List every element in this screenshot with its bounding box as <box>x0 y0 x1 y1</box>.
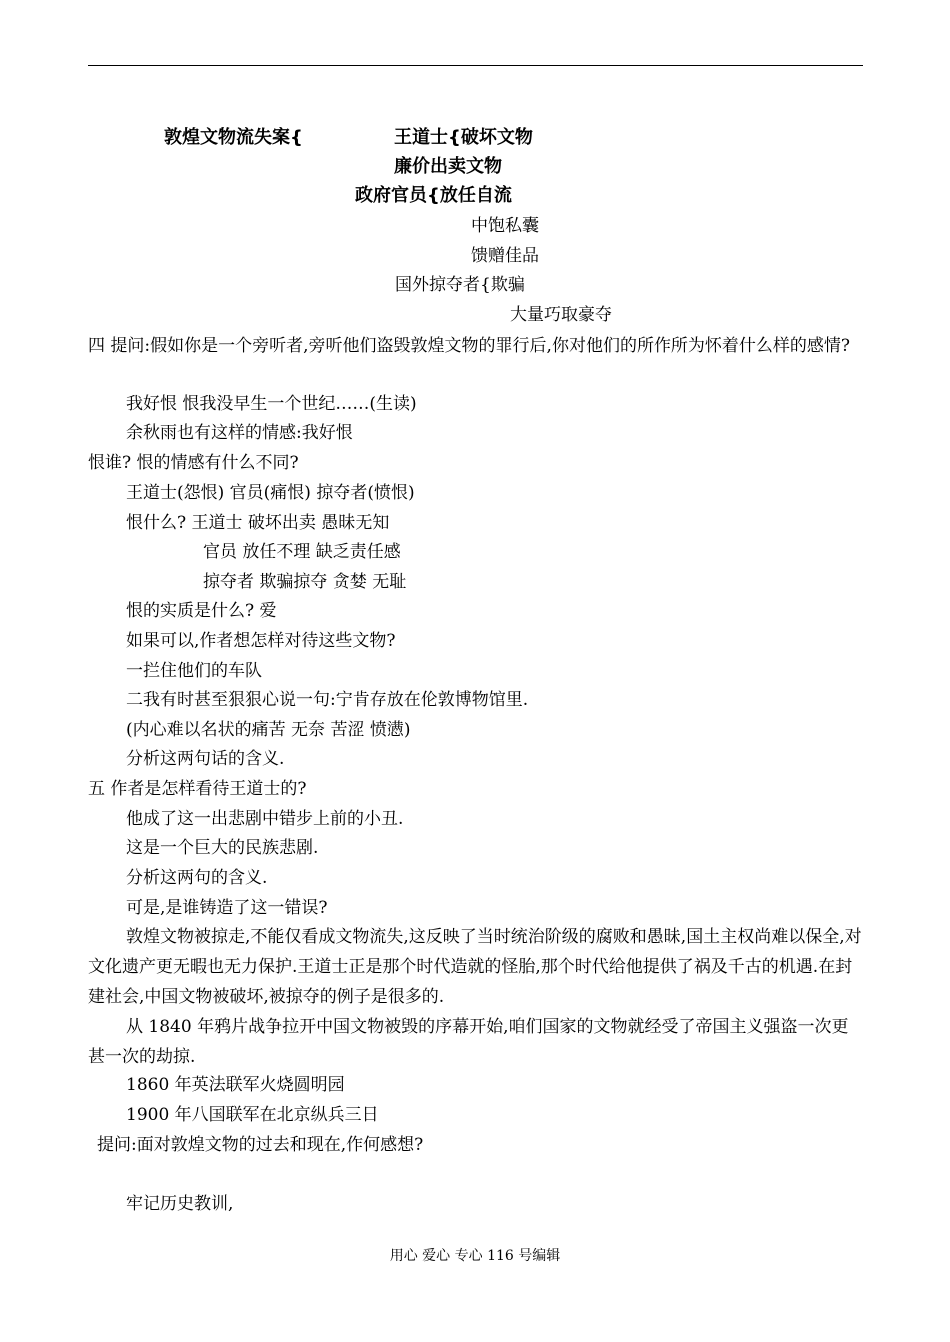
text-line: 掠夺者 欺骗掠夺 贪婪 无耻 <box>203 572 407 592</box>
outline-official-2: 中饱私囊 <box>471 216 539 236</box>
text-line: 余秋雨也有这样的情感:我好恨 <box>126 423 353 443</box>
text-line: (内心难以名状的痛苦 无奈 苦涩 愤懑) <box>126 720 411 740</box>
outline-official-3: 馈赠佳品 <box>471 246 539 266</box>
outline-robber-1: 国外掠夺者{欺骗 <box>395 275 525 295</box>
text-line: 牢记历史教训, <box>126 1194 234 1214</box>
text-line: 如果可以,作者想怎样对待这些文物? <box>126 631 396 651</box>
analysis-paragraph: 敦煌文物被掠走,不能仅看成文物流失,这反映了当时统治阶级的腐败和愚昧,国土主权尚难以保全,对文化遗产更无暇也无力保护.王道士正是那个时代造就的怪胎,那个时代给他提供了祸及千古的机遇.在封建社会,中国文物被破坏,被掠夺的例子是很多的. <box>88 927 862 1007</box>
text-line: 分析这两句的含义. <box>126 868 268 888</box>
text-line: 恨谁? 恨的情感有什么不同? <box>88 453 299 473</box>
text-line: 可是,是谁铸造了这一错误? <box>126 898 328 918</box>
final-question: 提问:面对敦煌文物的过去和现在,作何感想? <box>97 1135 424 1155</box>
question-five: 五 作者是怎样看待王道士的? <box>88 779 307 799</box>
text-line: 二我有时甚至狠狠心说一句:宁肯存放在伦敦博物馆里. <box>126 690 529 710</box>
text-line: 分析这两句话的含义. <box>126 749 285 769</box>
history-paragraph: 从 1840 年鸦片战争拉开中国文物被毁的序幕开始,咱们国家的文物就经受了帝国主义强盗一次更甚一次的劫掠. <box>88 1017 849 1067</box>
outline-official-1: 政府官员{放任自流 <box>355 185 512 206</box>
text-line: 恨什么? 王道士 破坏出卖 愚昧无知 <box>126 513 390 533</box>
text-line: 1860 年英法联军火烧圆明园 <box>126 1075 345 1095</box>
question-four: 四 提问:假如你是一个旁听者,旁听他们盗毁敦煌文物的罪行后,你对他们的所作所为怀着什么样的感情? <box>88 336 851 356</box>
text-line: 他成了这一出悲剧中错步上前的小丑. <box>126 809 404 829</box>
outline-wang-2: 廉价出卖文物 <box>394 156 502 177</box>
text-line: 恨的实质是什么? 爱 <box>126 601 277 621</box>
text-line: 一拦住他们的车队 <box>126 661 262 681</box>
text-line: 官员 放任不理 缺乏责任感 <box>203 542 401 562</box>
header-rule <box>88 65 863 66</box>
text-line: 1900 年八国联军在北京纵兵三日 <box>126 1105 379 1125</box>
outline-wang-1: 王道士{破坏文物 <box>394 127 533 148</box>
text-line: 王道士(怨恨) 官员(痛恨) 掠夺者(愤恨) <box>126 483 415 503</box>
text-line: 我好恨 恨我没早生一个世纪……(生读) <box>126 394 417 414</box>
page-footer: 用心 爱心 专心 116 号编辑 <box>389 1248 561 1264</box>
outline-title: 敦煌文物流失案{ <box>164 127 303 148</box>
text-line: 这是一个巨大的民族悲剧. <box>126 838 319 858</box>
outline-robber-2: 大量巧取豪夺 <box>510 305 612 325</box>
